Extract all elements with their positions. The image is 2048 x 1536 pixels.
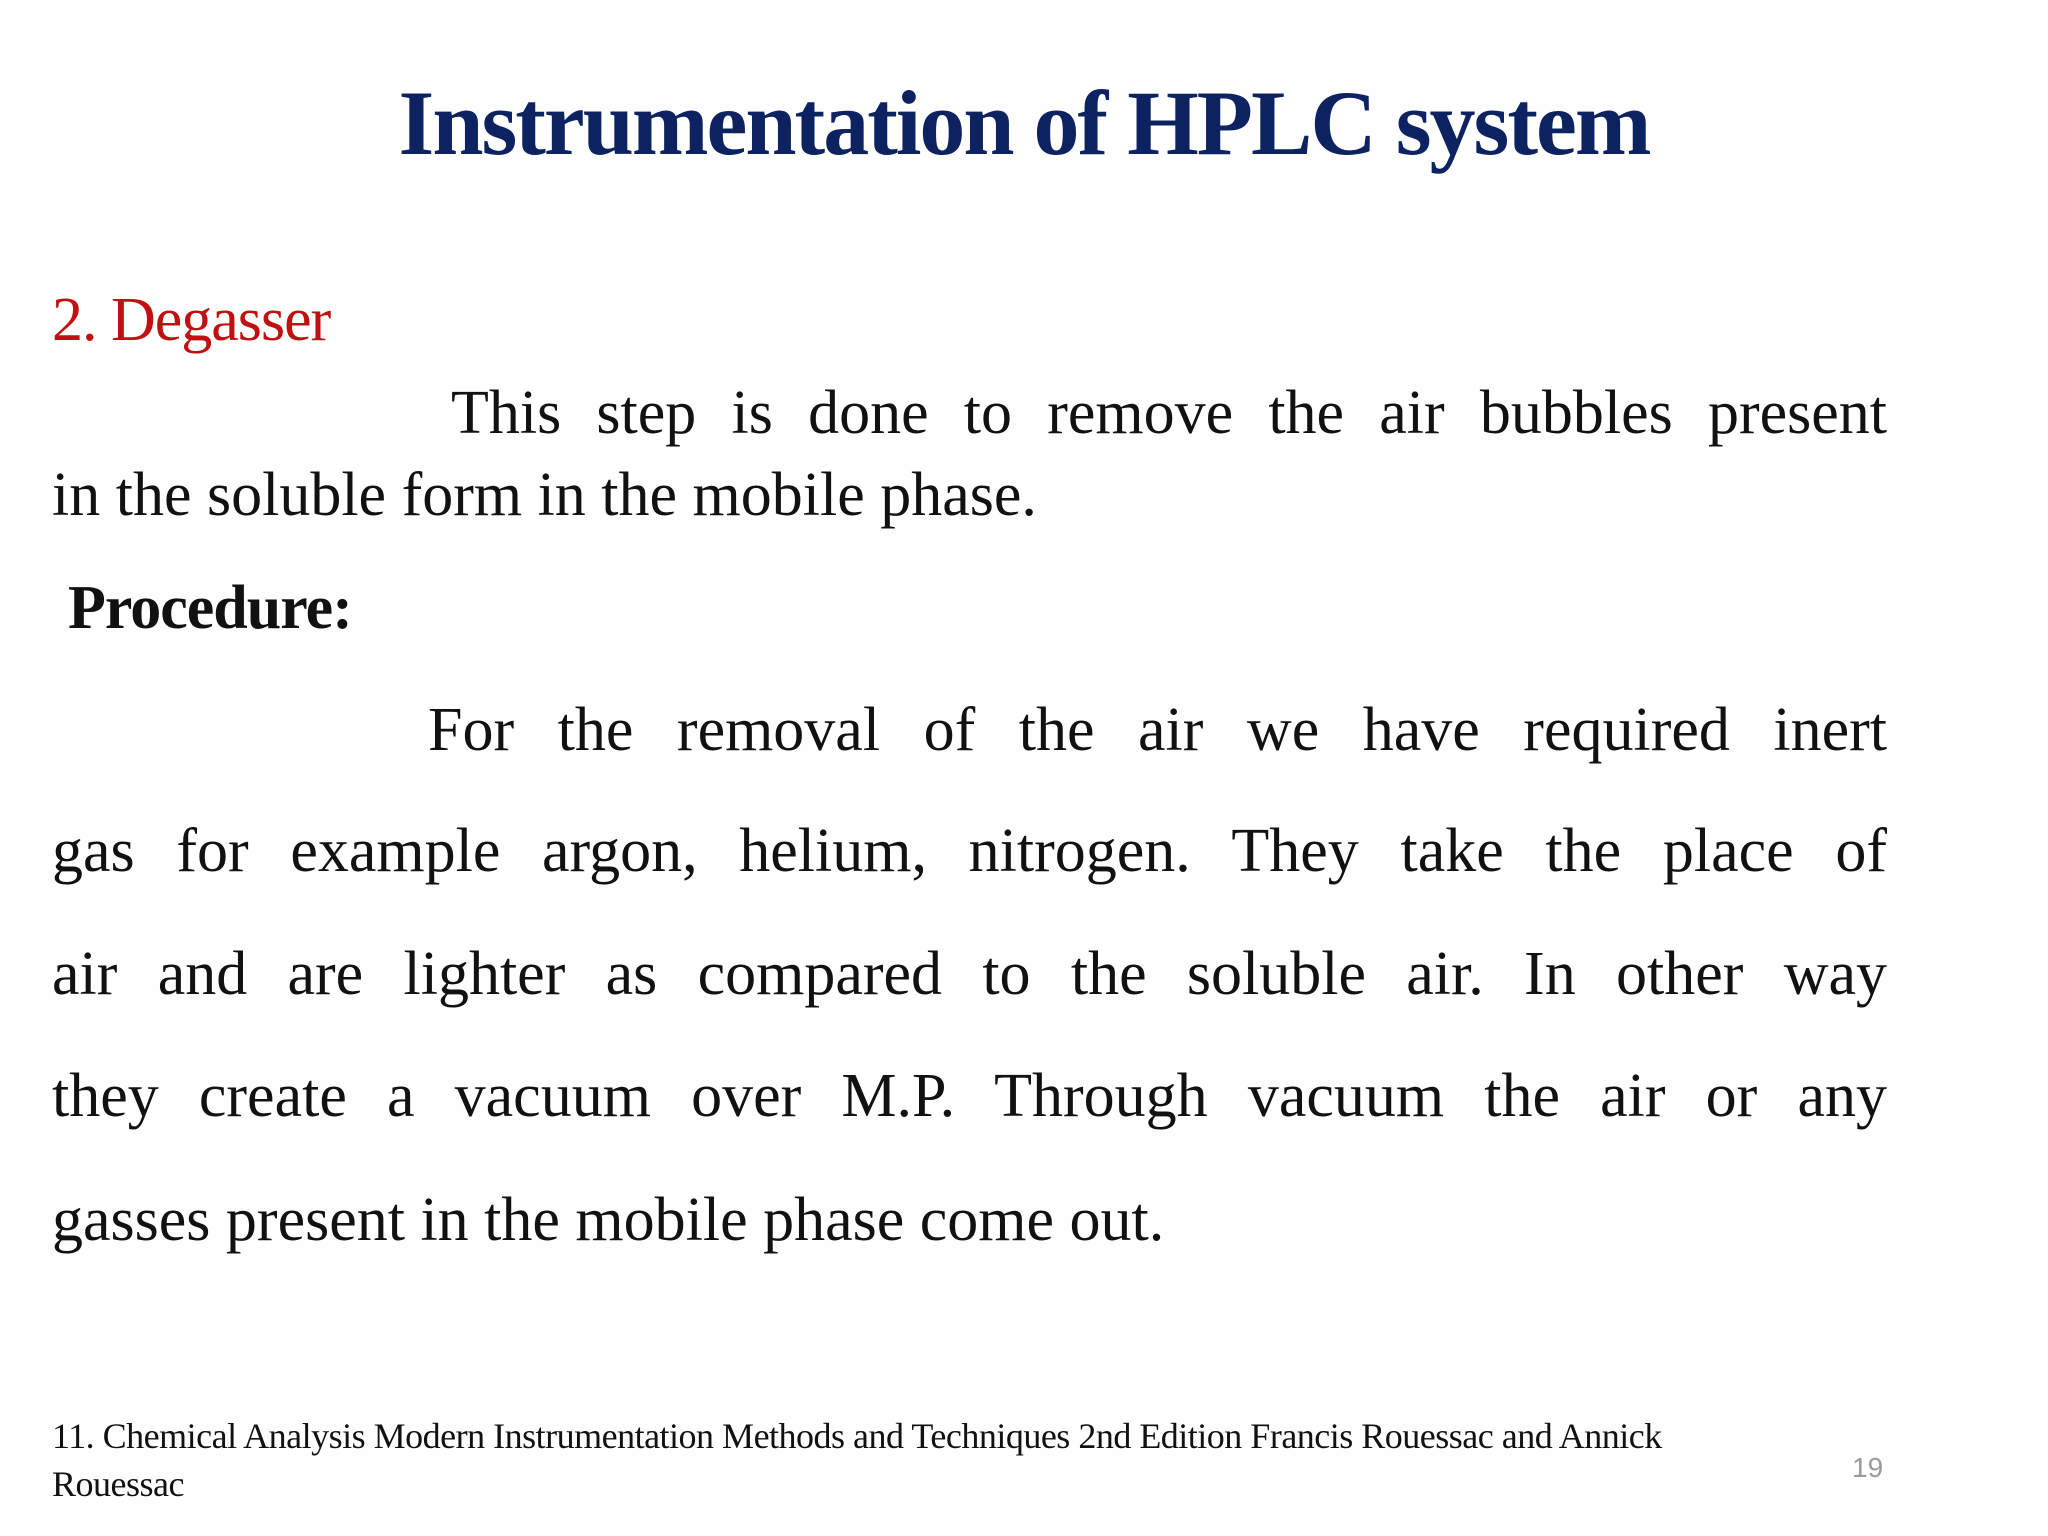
procedure-line: For the removal of the air we have required inert (428, 696, 1887, 764)
reference-line: 11. Chemical Analysis Modern Instrumentation Methods and Techniques 2nd Edition Francis Rouessac and Annick (52, 1416, 1662, 1456)
procedure-line: gas for example argon, helium, nitrogen. They take the place of (52, 817, 1887, 885)
reference-line: Rouessac (52, 1464, 184, 1504)
intro-line: in the soluble form in the mobile phase. (52, 461, 1037, 529)
page-number: 19 (1852, 1452, 1884, 1483)
procedure-line: they create a vacuum over M.P. Through vacuum the air or any (52, 1062, 1887, 1130)
procedure-line: air and are lighter as compared to the soluble air. In other way (52, 940, 1887, 1008)
intro-line: This step is done to remove the air bubbles present (451, 379, 1887, 447)
procedure-label: Procedure: (68, 574, 352, 642)
slide-title: Instrumentation of HPLC system (398, 72, 1650, 174)
section-heading: 2. Degasser (52, 286, 331, 354)
procedure-line: gasses present in the mobile phase come out. (52, 1186, 1165, 1254)
